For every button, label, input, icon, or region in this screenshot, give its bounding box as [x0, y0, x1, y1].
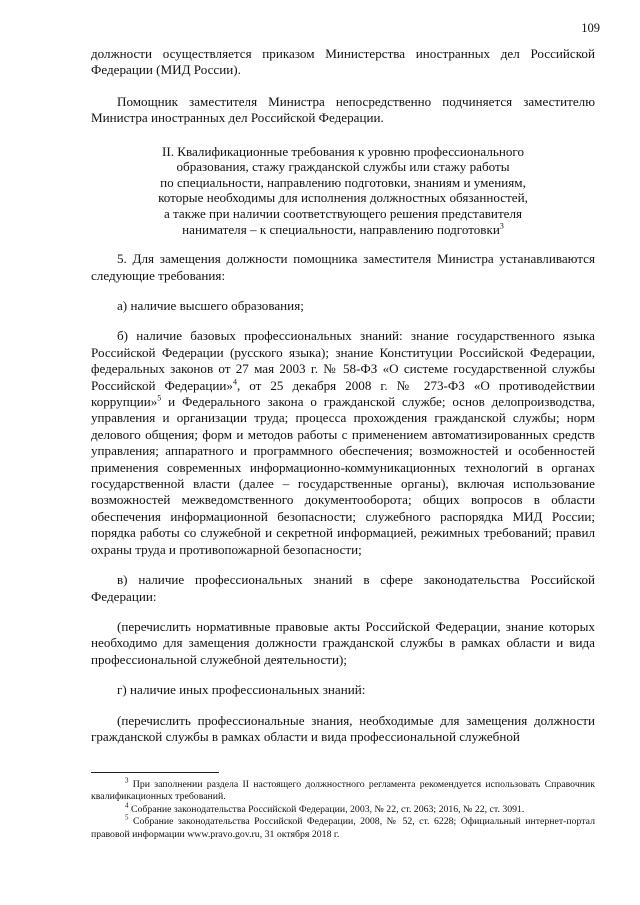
- paragraph-item-b-text-3: и Федерального закона о гражданской службе; основ делопроизводства, управления и организации труда; процесса прохождения гражданской службы; норм делового общения; форм и методов работы с применением автоматизированных средств управления; аппаратного и программного обеспечения; возможностей и особенностей применения современных информационно-коммуникационных технологий в органах государственной власти (далее – государственные органы), включая использование возможностей межведомственного документооборота; общих вопросов в области обеспечения информационной безопасности; служебного распорядка МИД России; порядка работы со служебной и секретной информацией, режимных требований; правил охраны труда и противопожарной безопасности;: [91, 394, 595, 557]
- footnote-ref: 4: [232, 377, 237, 387]
- page-number: 109: [581, 21, 600, 35]
- footnote-mark: 5: [125, 813, 129, 822]
- footnote-ref: 3: [499, 221, 504, 231]
- paragraph-item-g-detail: (перечислить профессиональные знания, необходимые для замещения должности гражданской службы в рамках области и вида профессиональной служебной: [91, 712, 595, 744]
- footnote-text: При заполнении раздела II настоящего должностного регламента рекомендуется использовать Справочник квалификационных требований.: [91, 779, 595, 803]
- paragraph-item-v-detail: (перечислить нормативные правовые акты Российской Федерации, знание которых необходимо для замещения должности гражданской службы в рамках области и вида профессиональной служебной деятельности);: [91, 618, 595, 667]
- document-body: [91, 46, 595, 745]
- heading-line: а также при наличии соответствующего решения представителя: [163, 206, 523, 221]
- heading-line: по специальности, направлению подготовки, знаниям и умениям,: [160, 174, 526, 190]
- footnote: [91, 813, 595, 841]
- heading-line-text: нанимателя – к специальности, направлению подготовки: [182, 221, 500, 237]
- heading-line: образования, стажу гражданской службы или стажу работы: [176, 159, 510, 175]
- footnote: [91, 776, 595, 804]
- heading-line: II. Квалификационные требования к уровню профессионального: [162, 143, 524, 159]
- footnote-mark: 3: [125, 776, 129, 785]
- paragraph-requirements-intro: 5. Для замещения должности помощника заместителя Министра устанавливаются следующие требования:: [91, 251, 595, 283]
- heading-line: [91, 222, 595, 238]
- footnote-separator: [91, 772, 219, 773]
- paragraph-item-g: г) наличие иных профессиональных знаний:: [117, 682, 366, 698]
- paragraph-item-a: а) наличие высшего образования;: [117, 298, 304, 313]
- footnote-mark: 4: [125, 801, 129, 810]
- section-heading: [91, 144, 595, 238]
- paragraph-item-b: [91, 328, 595, 558]
- paragraph-item-b-text-2: , от 25 декабря 2008 г. № 273-ФЗ «О противодействии коррупции»: [91, 377, 596, 410]
- paragraph-item-v: в) наличие профессиональных знаний в сфере законодательства Российской Федерации:: [91, 572, 595, 604]
- paragraph-continuation: должности осуществляется приказом Министерства иностранных дел Российской Федерации (МИД России).: [91, 46, 595, 78]
- footnote-text: Собрание законодательства Российской Федерации, 2008, № 52, ст. 6228; Официальный интернет-портал правовой информации www.pravo.gov.ru, 31 октября 2018 г.: [91, 816, 595, 840]
- footnote-text: Собрание законодательства Российской Федерации, 2003, № 22, ст. 2063; 2016, № 22, ст. 3091.: [130, 803, 525, 815]
- paragraph-subordination: Помощник заместителя Министра непосредственно подчиняется заместителю Министра иностранных дел Российской Федерации.: [91, 93, 595, 126]
- paragraph-item-b-text-1: б) наличие базовых профессиональных знаний: знание государственного языка Российской Федерации (русского языка); знание Конституции Российской Федерации, федеральных законов от 27 мая 2003 г. № 58-ФЗ «О системе государственной службы Российской Федерации»: [91, 328, 595, 393]
- heading-line: которые необходимы для исполнения должностных обязанностей,: [158, 190, 528, 206]
- footnote: [91, 801, 595, 816]
- footnote-ref: 5: [157, 393, 162, 403]
- footnotes: [91, 776, 595, 841]
